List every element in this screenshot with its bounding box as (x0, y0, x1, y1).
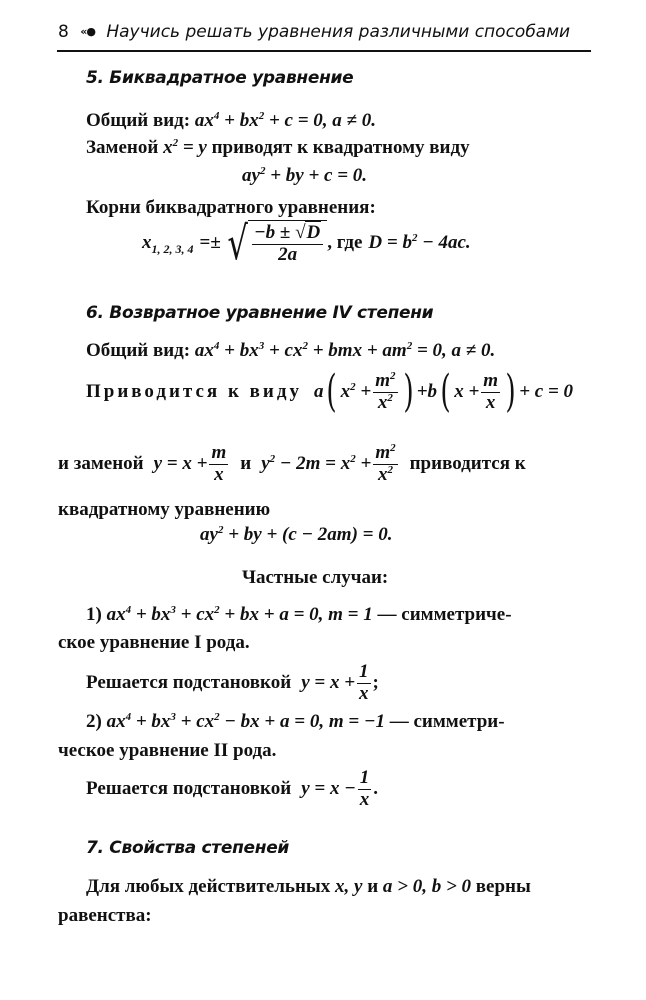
s6-general-form (86, 340, 495, 362)
discriminant: $D = b^2 - 4ac$. (368, 232, 471, 253)
case-1-substitution: Решается подстановкой y = x + $\frac{1}{x}$ ; (86, 661, 379, 704)
s5-roots-formula (142, 216, 471, 270)
s5-quadratic-form: $ay^2$ + by + c = 0. (242, 165, 368, 186)
outer-sqrt (223, 216, 327, 270)
s6-general-formula: $ax^4 + bx^3 + cx^2$ + bmx + $am^2 = 0$, a ≠ 0. (194, 340, 496, 361)
case-2-continuation: ческое уравнение II рода. (58, 740, 277, 761)
s5-general-form (86, 110, 376, 132)
bullet-icon: «● (80, 25, 95, 38)
equals-pm: =± (199, 232, 221, 253)
s6-quadratic-form: $ay^2$ + by + (c − 2am) = 0. (200, 524, 393, 545)
running-title: Научись решать уравнения различными способами (106, 22, 571, 42)
s5-subst-prefix: Заменой (86, 137, 159, 158)
s5-subst-formula: $x^2 = y$ (163, 137, 207, 158)
s5-general-label: Общий вид: (86, 110, 191, 131)
header-divider (57, 50, 591, 52)
s7-text-line1: Для любых действительных x, y и a > 0, b > 0 верны (86, 876, 531, 897)
s7-text-line2: равенства: (58, 905, 152, 926)
special-cases-title: Частные случаи: (242, 567, 389, 588)
section-5-title: 5. Биквадратное уравнение (86, 68, 354, 88)
radical-icon: √ (227, 216, 248, 270)
s6-subst-suffix: приводится к (409, 453, 526, 475)
section-6-title: 6. Возвратное уравнение IV степени (86, 303, 434, 323)
s6-line2: квадратному уравнению (58, 499, 271, 520)
running-header (58, 22, 570, 42)
case-1-continuation: ское уравнение I рода. (58, 632, 250, 653)
s5-roots-label: Корни биквадратного уравнения: (86, 197, 376, 218)
case-1-formula: 1) $ax^4 + bx^3 + cx^2$ + bx + a = 0, m = 1 — симметриче- (86, 604, 512, 625)
roots-fraction: $\frac{-b \pm √D}{2a}$ (252, 223, 323, 266)
s6-reduced-form: Приводится к виду a ( $x^2$ + $\frac{m^2}{x^2}$ ) +b ( x + $\frac{m}{x}$ ) + c = 0 (86, 366, 574, 417)
s5-substitution (86, 137, 470, 159)
s5-general-formula: $ax^4 + bx^2 + c = 0$, a ≠ 0. (194, 110, 376, 131)
s5-subst-suffix: приводят к квадратному виду (211, 137, 470, 158)
section-7-title: 7. Свойства степеней (86, 838, 290, 858)
s6-general-label: Общий вид: (86, 340, 191, 361)
roots-lhs: $x_{1, 2, 3, 4}$ (142, 232, 194, 256)
page-number: 8 (58, 22, 69, 42)
case-2-formula: 2) $ax^4 + bx^3 + cx^2$ − bx + a = 0, m = −1 — симметри- (86, 711, 505, 732)
case-2-substitution: Решается подстановкой y = x − $\frac{1}{x}$ . (86, 767, 378, 810)
s6-substitution: и заменой y = x + $\frac{m}{x}$ и $y^2 - 2m = x^2$ + $\frac{m^2}{x^2}$ приводится к (58, 442, 526, 485)
s6-reduces-label: Приводится к виду (86, 381, 302, 402)
where-label: , где (327, 232, 363, 253)
and-label: и (240, 453, 252, 475)
s6-subst-prefix: и заменой (58, 453, 144, 475)
